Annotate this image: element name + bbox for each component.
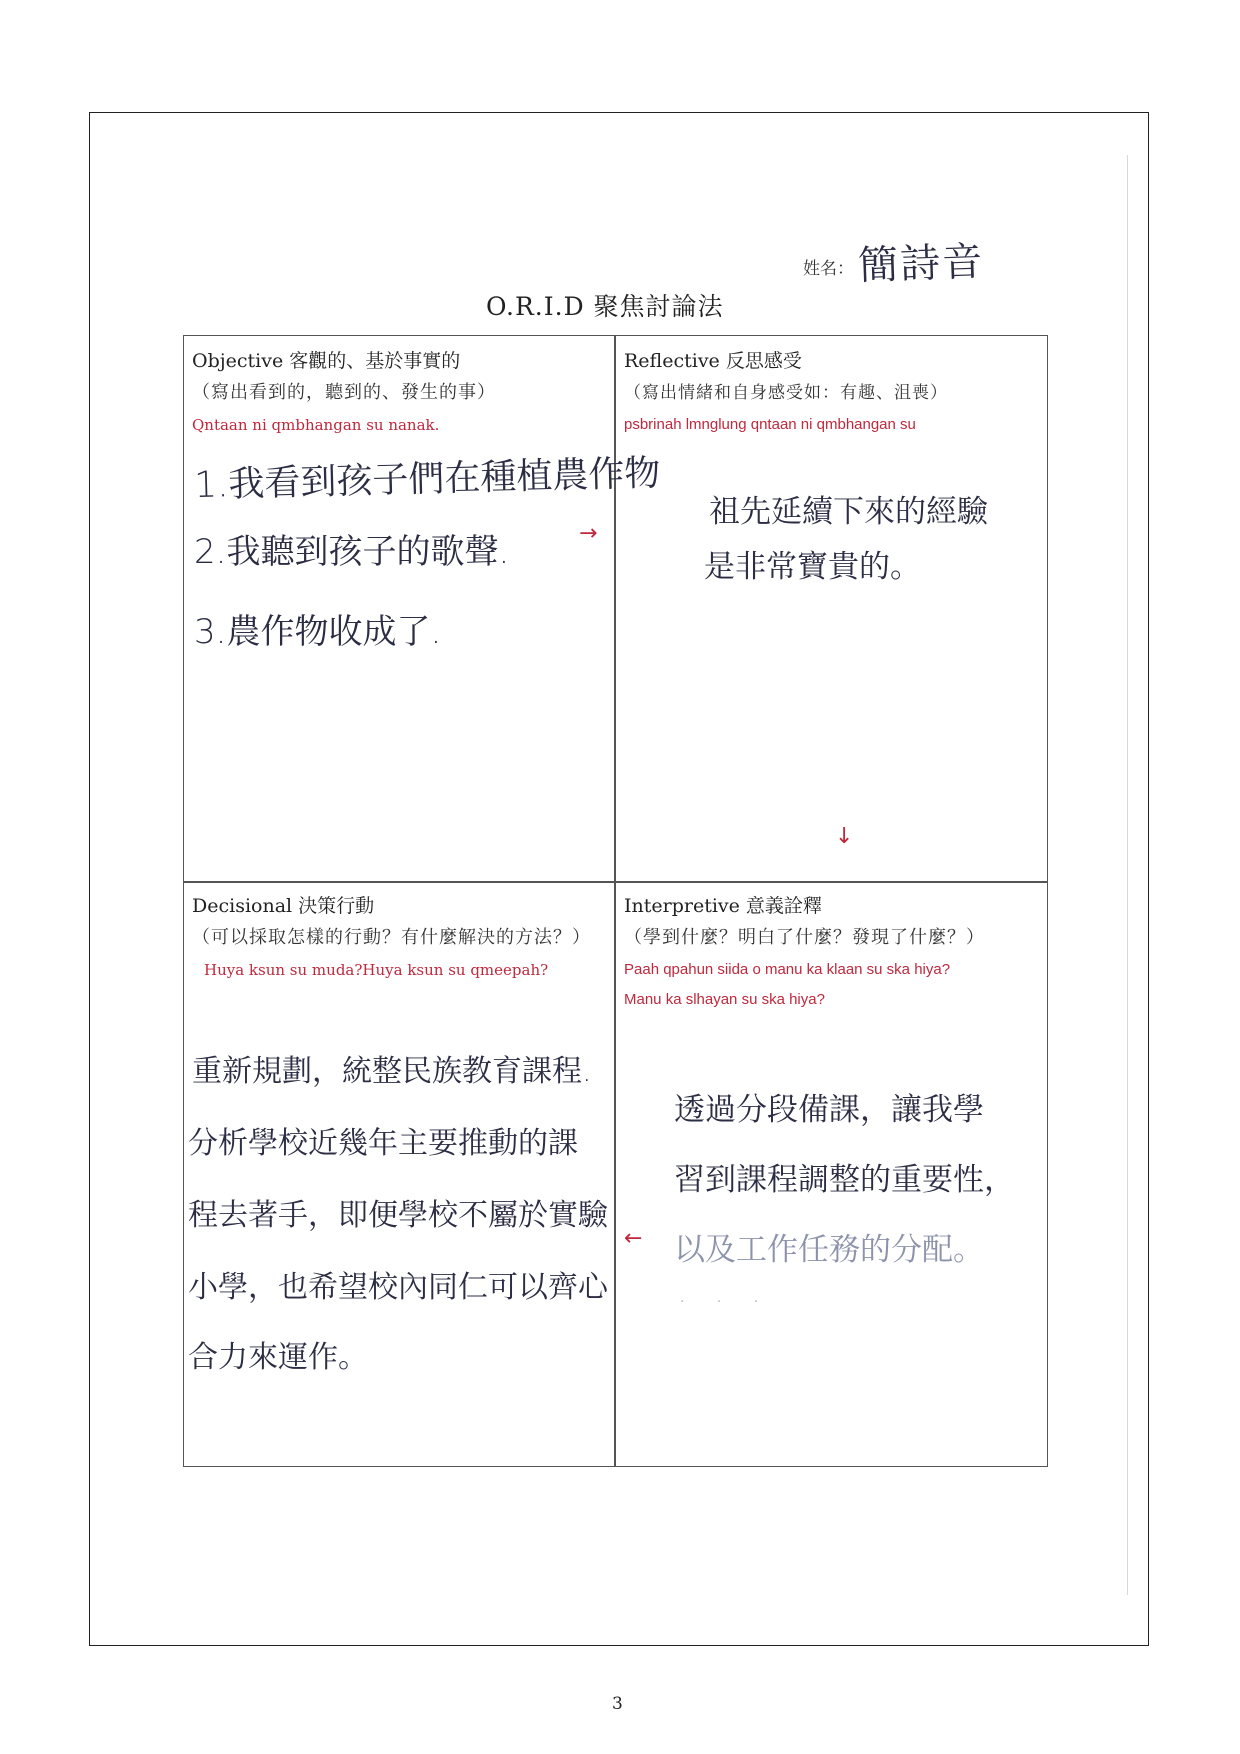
reflective-native-prompt: psbrinah lmnglung qntaan ni qmbhangan su — [624, 416, 916, 433]
decisional-quadrant — [192, 891, 610, 985]
reflective-answer-2: 是非常寶貴的。 — [704, 549, 921, 585]
objective-answer-2: 2.我聽到孩子的歌聲. — [194, 532, 510, 572]
objective-answer-3: 3.農作物收成了. — [194, 612, 442, 652]
stray-marks: · · · — [680, 1294, 773, 1310]
objective-prompt: （寫出看到的，聽到的、發生的事） — [192, 382, 496, 403]
reflective-quadrant — [624, 346, 1042, 440]
reflective-answer-1: 祖先延續下來的經驗 — [709, 494, 988, 530]
decisional-answer-4: 小學，也希望校內同仁可以齊心 — [188, 1270, 608, 1305]
arrow-down: ↓ — [835, 824, 854, 849]
scan-margin-line — [1127, 155, 1128, 1595]
interpretive-prompt: （學到什麼？明白了什麼？發現了什麼？） — [624, 927, 985, 948]
interpretive-answer-1: 透過分段備課，讓我學 — [674, 1092, 984, 1128]
reflective-heading: Reflective 反思感受 — [624, 350, 802, 372]
arrow-right: → — [579, 521, 598, 546]
interpretive-native-prompt-2: Manu ka slhayan su ska hiya? — [624, 991, 825, 1008]
grid-horizontal-divider — [184, 881, 1047, 883]
page-number: 3 — [612, 1694, 623, 1714]
orid-grid — [183, 335, 1048, 1467]
decisional-native-prompt: Huya ksun su muda?Huya ksun su qmeepah? — [204, 961, 549, 979]
objective-native-prompt: Qntaan ni qmbhangan su nanak. — [192, 416, 440, 434]
page-title: O.R.I.D 聚焦討論法 — [486, 292, 724, 321]
handwritten-name: 簡詩音 — [857, 238, 985, 290]
decisional-answer-3: 程去著手，即便學校不屬於實驗 — [188, 1198, 608, 1233]
interpretive-heading: Interpretive 意義詮釋 — [624, 895, 822, 917]
interpretive-answer-2: 習到課程調整的重要性， — [674, 1162, 1015, 1198]
decisional-answer-5: 合力來運作。 — [188, 1340, 368, 1375]
objective-quadrant — [192, 346, 610, 440]
decisional-prompt: （可以採取怎樣的行動？有什麼解決的方法？） — [192, 927, 591, 948]
decisional-heading: Decisional 決策行動 — [192, 895, 375, 917]
interpretive-native-prompt-1: Paah qpahun siida o manu ka klaan su ska hiya? — [624, 961, 951, 978]
interpretive-quadrant — [624, 891, 1042, 1015]
decisional-answer-2: 分析學校近幾年主要推動的課 — [188, 1126, 578, 1161]
grid-vertical-divider — [614, 336, 616, 1466]
arrow-left: ← — [624, 1226, 643, 1251]
reflective-prompt: （寫出情緒和自身感受如：有趣、沮喪） — [624, 383, 948, 403]
interpretive-answer-3: 以及工作任務的分配。 — [674, 1232, 984, 1268]
decisional-answer-1: 重新規劃，統整民族教育課程. — [192, 1054, 592, 1089]
objective-heading: Objective 客觀的、基於事實的 — [192, 350, 461, 372]
name-label: 姓名： — [803, 259, 854, 279]
objective-answer-1: 1.我看到孩子們在種植農作物 — [193, 452, 661, 507]
